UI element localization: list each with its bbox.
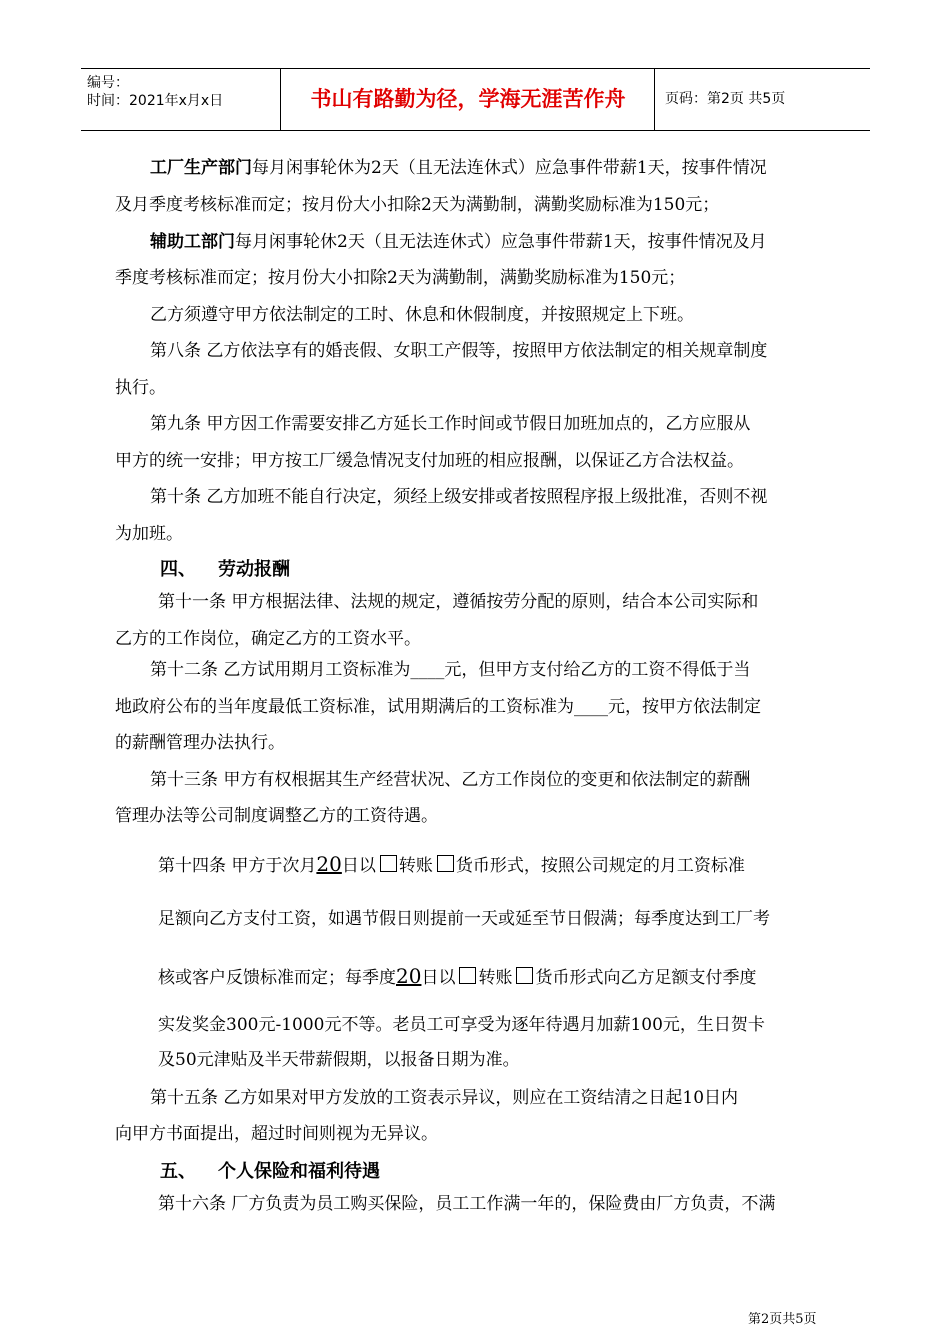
paragraph-text: 每月闲事轮休为2天（且无法连休式）应急事件带薪1天，按事件情况 bbox=[252, 158, 767, 178]
article-text: 地政府公布的当年度最低工资标准，试用期满后的工资标准为 bbox=[115, 697, 574, 717]
document-header bbox=[81, 68, 870, 131]
article-14-cont3: 实发奖金300元-1000元不等。老员工可享受为逐年待遇月加薪100元，生日贺卡 bbox=[158, 1015, 765, 1035]
section-4-heading bbox=[160, 555, 290, 581]
article-8-cont: 执行。 bbox=[115, 378, 166, 398]
article-12 bbox=[150, 660, 750, 680]
article-text: 第十二条 乙方试用期月工资标准为 bbox=[150, 660, 411, 680]
cash-checkbox-1[interactable] bbox=[437, 855, 454, 872]
auxiliary-dept-label: 辅助工部门 bbox=[150, 232, 235, 252]
header-motto: 书山有路勤为径，学海无涯苦作舟 bbox=[282, 69, 655, 130]
article-14-cont: 足额向乙方支付工资，如遇节假日则提前一天或延至节日假满；每季度达到工厂考 bbox=[158, 909, 770, 929]
article-text: 日以 bbox=[341, 856, 376, 876]
article-14-cont4: 及50元津贴及半天带薪假期，以报备日期为准。 bbox=[158, 1050, 520, 1070]
section-title: 个人保险和福利待遇 bbox=[218, 1161, 380, 1182]
transfer-option-label: 转账 bbox=[398, 856, 433, 876]
article-14-cont2 bbox=[158, 966, 756, 988]
paragraph-line: 及月季度考核标准而定；按月份大小扣除2天为满勤制，满勤奖励标准为150元； bbox=[115, 195, 720, 215]
article-8: 第八条 乙方依法享有的婚丧假、女职工产假等，按照甲方依法制定的相关规章制度 bbox=[150, 341, 768, 361]
paragraph-line: 季度考核标准而定；按月份大小扣除2天为满勤制，满勤奖励标准为150元； bbox=[115, 268, 686, 288]
article-14 bbox=[158, 854, 745, 876]
article-15-cont: 向甲方书面提出，超过时间则视为无异议。 bbox=[115, 1124, 438, 1144]
article-12-cont bbox=[115, 697, 761, 717]
transfer-option-label: 转账 bbox=[478, 968, 513, 988]
article-9: 第九条 甲方因工作需要安排乙方延长工作时间或节假日加班加点的，乙方应服从 bbox=[150, 414, 751, 434]
footer-page-number: 第2页共5页 bbox=[748, 1312, 817, 1327]
cash-checkbox-2[interactable] bbox=[516, 967, 533, 984]
header-page-number: 页码：第2页 共5页 bbox=[665, 91, 786, 107]
article-11: 第十一条 甲方根据法律、法规的规定，遵循按劳分配的原则，结合本公司实际和 bbox=[158, 592, 759, 612]
pay-day-1: 20 bbox=[316, 852, 342, 876]
date-label: 时间：2021年x月x日 bbox=[87, 93, 224, 109]
transfer-checkbox-2[interactable] bbox=[459, 967, 476, 984]
section-number: 五、 bbox=[160, 1161, 196, 1182]
article-10: 第十条 乙方加班不能自行决定，须经上级安排或者按照程序报上级批准，否则不视 bbox=[150, 487, 768, 507]
cash-option-label: 货币形式，按照公司规定的月工资标准 bbox=[455, 856, 745, 876]
article-16: 第十六条 厂方负责为员工购买保险，员工工作满一年的，保险费由厂方负责，不满 bbox=[158, 1194, 776, 1214]
article-10-cont: 为加班。 bbox=[115, 524, 183, 544]
transfer-checkbox-1[interactable] bbox=[380, 855, 397, 872]
paragraph-text: 每月闲事轮休2天（且无法连休式）应急事件带薪1天，按事件情况及月 bbox=[235, 232, 767, 252]
article-13: 第十三条 甲方有权根据其生产经营状况、乙方工作岗位的变更和依法制定的薪酬 bbox=[150, 770, 751, 790]
salary-blank-1: ____ bbox=[410, 660, 445, 680]
article-11-cont: 乙方的工作岗位，确定乙方的工资水平。 bbox=[115, 629, 421, 649]
article-text: 元，但甲方支付给乙方的工资不得低于当 bbox=[444, 660, 751, 680]
article-13-cont: 管理办法等公司制度调整乙方的工资待遇。 bbox=[115, 806, 438, 826]
production-dept-label: 工厂生产部门 bbox=[150, 158, 252, 178]
section-5-heading bbox=[160, 1157, 380, 1183]
article-text: 日以 bbox=[421, 968, 456, 988]
article-12-cont2: 的薪酬管理办法执行。 bbox=[115, 733, 285, 753]
pay-day-2: 20 bbox=[396, 964, 422, 988]
section-number: 四、 bbox=[160, 559, 196, 580]
section-title: 劳动报酬 bbox=[218, 559, 290, 580]
cash-option-label: 货币形式向乙方足额支付季度 bbox=[535, 968, 757, 988]
article-15: 第十五条 乙方如果对甲方发放的工资表示异议，则应在工资结清之日起10日内 bbox=[150, 1088, 739, 1108]
header-meta bbox=[81, 69, 281, 130]
article-9-cont: 甲方的统一安排；甲方按工厂缓急情况支付加班的相应报酬，以保证乙方合法权益。 bbox=[115, 451, 744, 471]
paragraph-auxiliary-dept bbox=[150, 232, 767, 252]
paragraph-work-hours: 乙方须遵守甲方依法制定的工时、休息和休假制度，并按照规定上下班。 bbox=[150, 305, 694, 325]
salary-blank-2: ____ bbox=[574, 697, 608, 717]
article-text: 第十四条 甲方于次月 bbox=[158, 856, 317, 876]
article-text: 元，按甲方依法制定 bbox=[608, 697, 761, 717]
paragraph-production-dept bbox=[150, 158, 767, 178]
number-label: 编号： bbox=[87, 75, 129, 91]
article-text: 核或客户反馈标准而定；每季度 bbox=[158, 968, 396, 988]
